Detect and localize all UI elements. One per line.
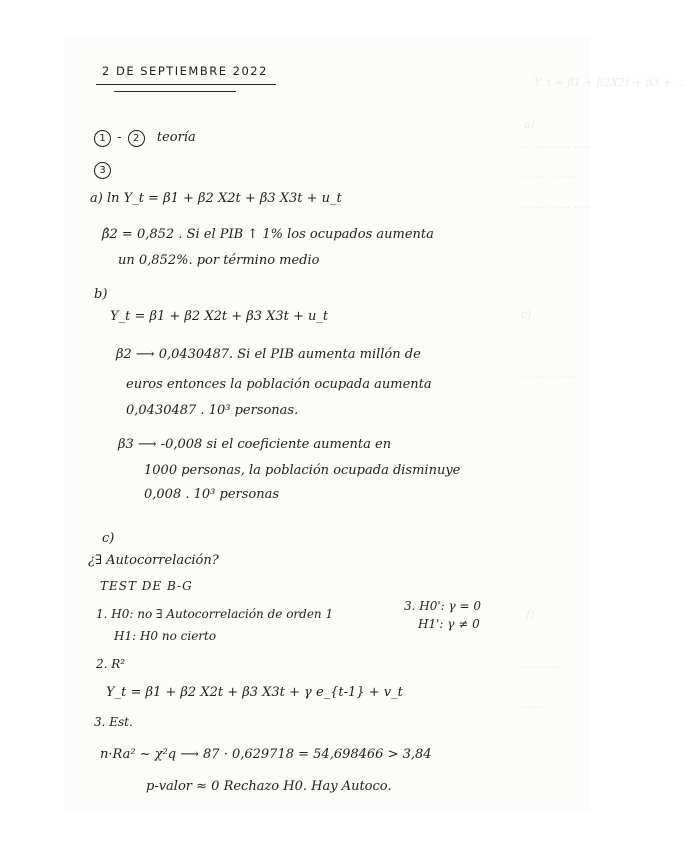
bleed-through-text: f): [526, 608, 535, 621]
bleed-through-text: ....... ...... .....: [521, 198, 591, 211]
bleed-through-text: c): [521, 308, 532, 321]
paper-sheet: [66, 38, 686, 810]
part-a-estimate: β̂2 = 0,852 . Si el PIB ↑ 1% los ocupados aumenta: [102, 227, 434, 242]
hypothesis-h1: H1: H0 no cierto: [114, 629, 217, 643]
beta3-line-2: 1000 personas, la población ocupada disminuye: [144, 463, 461, 478]
bleed-through-text: ..... .......: [516, 658, 562, 671]
auxiliary-regression: Y_t = β1 + β2 X2t + β3 X3t + γ e_{t-1} + v_t: [106, 685, 403, 700]
beta3-line-3: 0,008 . 10³ personas: [144, 487, 280, 502]
part-c-label: c): [102, 531, 115, 546]
beta2-line-3: 0,0430487 . 10³ personas.: [126, 403, 299, 418]
part-b-label: b): [94, 287, 108, 302]
underline: [96, 84, 276, 85]
test-statistic-calc: n·Ra² ~ χ²q ⟶ 87 · 0,629718 = 54,698466 > 3,84: [100, 747, 432, 762]
underline: [114, 91, 236, 92]
part-a-model: a) ln Y_t = β1 + β2 X2t + β3 X3t + u_t: [90, 191, 342, 206]
autocorrelation-question: ¿∃ Autocorrelación?: [88, 553, 219, 568]
hypothesis-h0: 1. H0: no ∃ Autocorrelación de orden 1: [96, 607, 334, 621]
bleed-through-text: Y_t = β1 + β2X2t + β3 + ...: [534, 76, 686, 89]
bleed-through-text: ........ ........: [521, 168, 581, 181]
number-circle-2: 2: [128, 130, 145, 147]
beta2-line-2: euros entonces la población ocupada aumenta: [126, 377, 432, 392]
beta3-line-1: β3 ⟶ -0,008 si el coeficiente aumenta en: [118, 437, 392, 452]
part-b-model: Y_t = β1 + β2 X2t + β3 X3t + u_t: [110, 309, 329, 324]
beta2-line-1: β2 ⟶ 0,0430487. Si el PIB aumenta millón de: [116, 347, 421, 362]
question-3-marker: [94, 162, 111, 179]
part-a-continuation: un 0,852%. por término medio: [118, 253, 320, 268]
date-heading: 2 DE SEPTIEMBRE 2022: [102, 64, 268, 78]
teoria-label: teoría: [156, 130, 196, 145]
bleed-through-text: a): [524, 118, 535, 131]
number-circle-1: 1: [94, 130, 111, 147]
bleed-through-text: .........: [516, 698, 548, 711]
step-statistic: 3. Est.: [94, 715, 133, 729]
conclusion: p-valor ≈ 0 Rechazo H0. Hay Autoco.: [146, 779, 392, 794]
bleed-through-text: ....... ........: [521, 368, 577, 381]
step-r2: 2. R²: [96, 657, 126, 671]
number-circle-3: 3: [94, 162, 111, 179]
test-name: TEST DE B-G: [100, 579, 193, 593]
teoria-line: 1 - 2 teoría: [94, 130, 196, 147]
bleed-through-text: ... .......... .....: [521, 138, 591, 151]
hypothesis-h0-prime: 3. H0': γ = 0: [404, 599, 482, 613]
hypothesis-h1-prime: H1': γ ≠ 0: [418, 617, 480, 631]
